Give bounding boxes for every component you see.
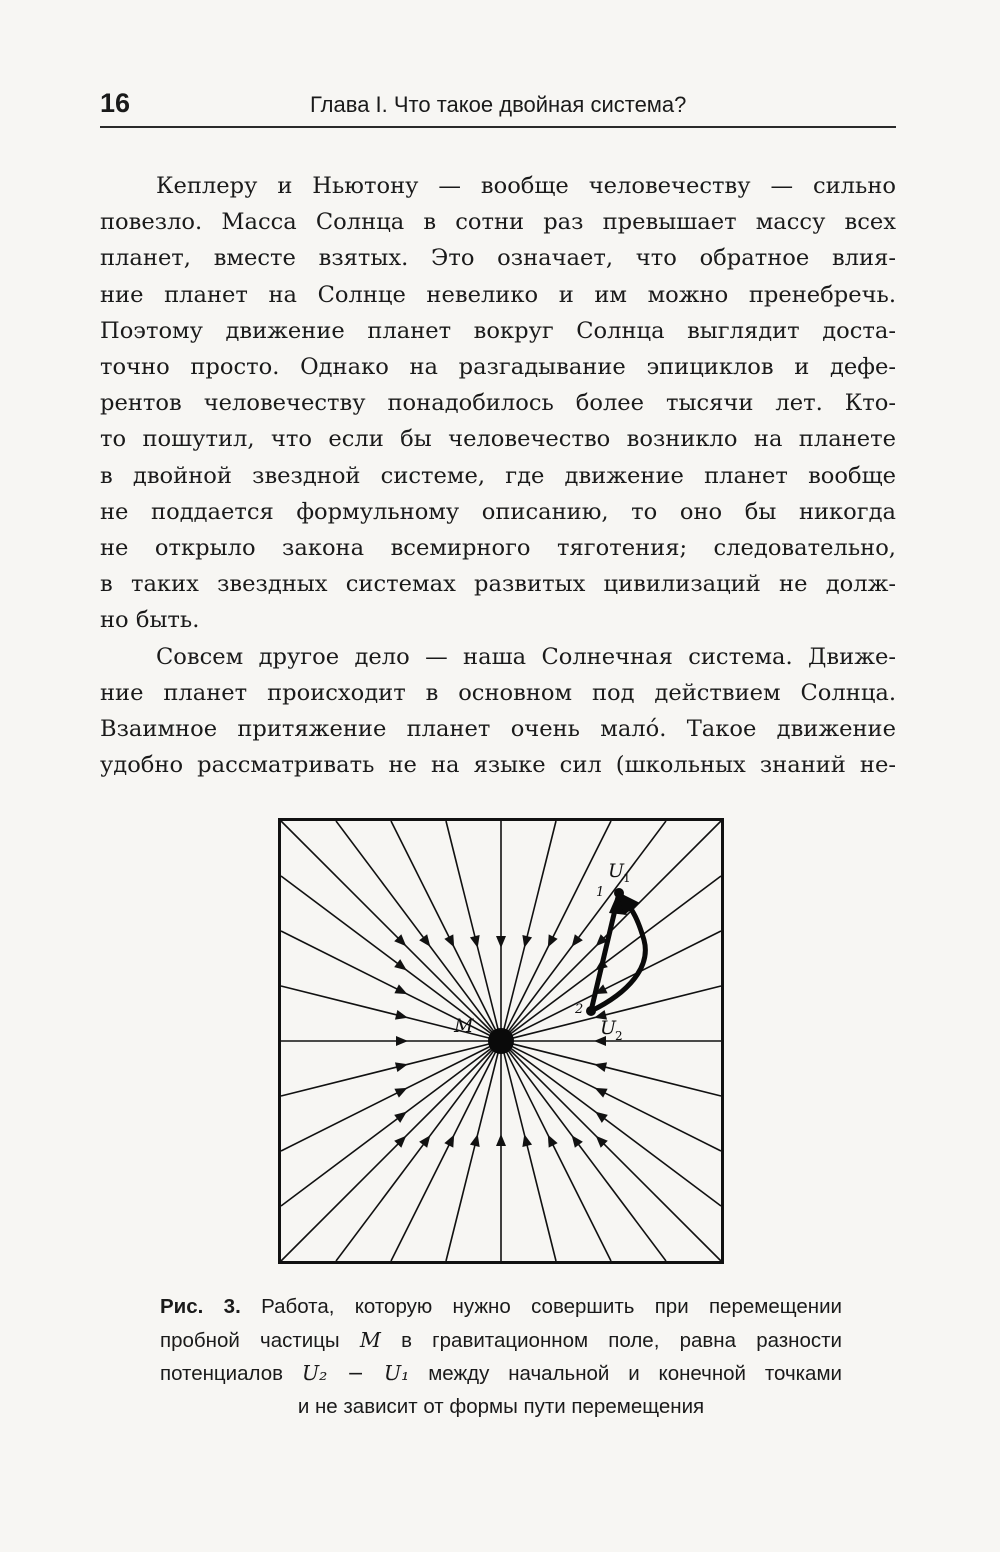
text-line: Кеплеру и Ньютону — вообще человечеству — сильно — [156, 173, 896, 199]
field-line — [501, 1041, 611, 1261]
field-line — [501, 1041, 556, 1261]
text-line: не открыло закона всемирного тяготения; следовательно, — [100, 535, 896, 562]
field-line — [281, 1041, 501, 1261]
text-line: рентов человечеству понадобилось более тысячи лет. Кто- — [100, 390, 896, 417]
figure-caption — [160, 1291, 842, 1423]
field-line — [281, 1041, 501, 1151]
text-line: но быть. — [100, 607, 200, 634]
point-u1 — [614, 888, 624, 898]
field-line — [336, 1041, 501, 1261]
text-line: ние планет на Солнце невелико и им можно пренебречь. — [100, 281, 896, 308]
text-line: планет, вместе взятых. Это означает, что обратное влия- — [100, 245, 896, 272]
caption-text: в гравитационном поле, равна разности — [401, 1328, 842, 1352]
field-line — [281, 1041, 501, 1206]
caption-math: U₂ − U₁ — [301, 1361, 410, 1385]
field-line — [501, 1041, 666, 1261]
caption-math: M — [359, 1327, 381, 1352]
label-path-2: 2 — [575, 1002, 584, 1017]
caption-line — [160, 1357, 842, 1391]
field-line — [446, 821, 501, 1041]
field-arrow — [419, 934, 430, 947]
field-arrow — [419, 1135, 430, 1148]
label-u2: U — [600, 1017, 617, 1039]
field-line — [501, 1041, 721, 1151]
text-line: то пошутил, что если бы человечество возникло на планете — [100, 426, 896, 453]
field-arrow — [594, 1062, 607, 1072]
caption-text: Работа, которую нужно совершить при перемещении — [261, 1295, 843, 1318]
label-u1-sub: 1 — [623, 871, 631, 885]
caption-label: Рис. 3. — [160, 1295, 241, 1318]
text-line: повезло. Масса Солнца в сотни раз превышает массу всех — [100, 209, 896, 236]
field-arrow — [396, 1036, 408, 1046]
point-u2 — [586, 1006, 596, 1016]
caption-line — [160, 1291, 842, 1324]
field-arrow — [470, 935, 480, 948]
mass-point — [488, 1028, 514, 1054]
field-arrow — [394, 1112, 407, 1123]
field-arrow — [572, 1135, 583, 1148]
text-line: Поэтому движение планет вокруг Солнца выглядит доста- — [100, 317, 896, 344]
field-arrow — [496, 936, 506, 948]
label-u2-sub: 2 — [615, 1029, 623, 1043]
field-arrow — [470, 1134, 480, 1147]
label-path-1: 1 — [596, 885, 605, 900]
caption-line: и не зависит от формы пути перемещения — [297, 1394, 705, 1418]
field-line — [501, 1041, 721, 1261]
running-title: Глава I. Что такое двойная система? — [310, 92, 687, 117]
label-m: M — [454, 1015, 474, 1037]
label-u1: U — [608, 860, 625, 882]
field-arrow — [522, 935, 532, 948]
field-line — [281, 821, 501, 1041]
caption-text: между начальной и конечной точками — [428, 1362, 842, 1385]
page-number: 16 — [100, 88, 131, 118]
field-arrow — [595, 1112, 608, 1123]
field-line — [391, 821, 501, 1041]
gravity-field-figure — [278, 818, 724, 1264]
caption-text: потенциалов — [160, 1362, 284, 1385]
field-line — [501, 1041, 721, 1096]
field-arrow — [496, 1134, 506, 1146]
text-line: не поддается формульному описанию, то оно бы никогда — [100, 498, 896, 525]
caption-text: пробной частицы — [160, 1328, 340, 1352]
field-arrow — [572, 934, 583, 947]
field-arrow — [395, 1062, 408, 1072]
text-line: точно просто. Однако на разгадывание эпициклов и дефе- — [100, 354, 896, 381]
field-arrow — [394, 959, 407, 970]
body-text — [100, 168, 896, 783]
caption-line — [160, 1324, 842, 1358]
text-line: удобно рассматривать не на языке сил (школьных знаний не- — [100, 752, 896, 779]
text-line: в таких звездных системах развитых цивилизаций не долж- — [100, 571, 896, 598]
text-line: Совсем другое дело — наша Солнечная система. Движе- — [156, 643, 896, 670]
field-arrow — [522, 1134, 532, 1147]
field-line — [281, 1041, 501, 1096]
text-line: Взаимное притяжение планет очень мало́. Такое движение — [100, 716, 896, 743]
field-line — [501, 821, 556, 1041]
field-line — [446, 1041, 501, 1261]
text-line: ние планет происходит в основном под действием Солнца. — [100, 679, 896, 706]
field-line — [391, 1041, 501, 1261]
field-line — [501, 1041, 721, 1206]
field-arrow — [395, 1010, 408, 1020]
text-line: в двойной звездной системе, где движение планет вообще — [100, 462, 896, 489]
path-group — [586, 888, 645, 1016]
page-header — [100, 86, 896, 128]
field-line — [336, 821, 501, 1041]
